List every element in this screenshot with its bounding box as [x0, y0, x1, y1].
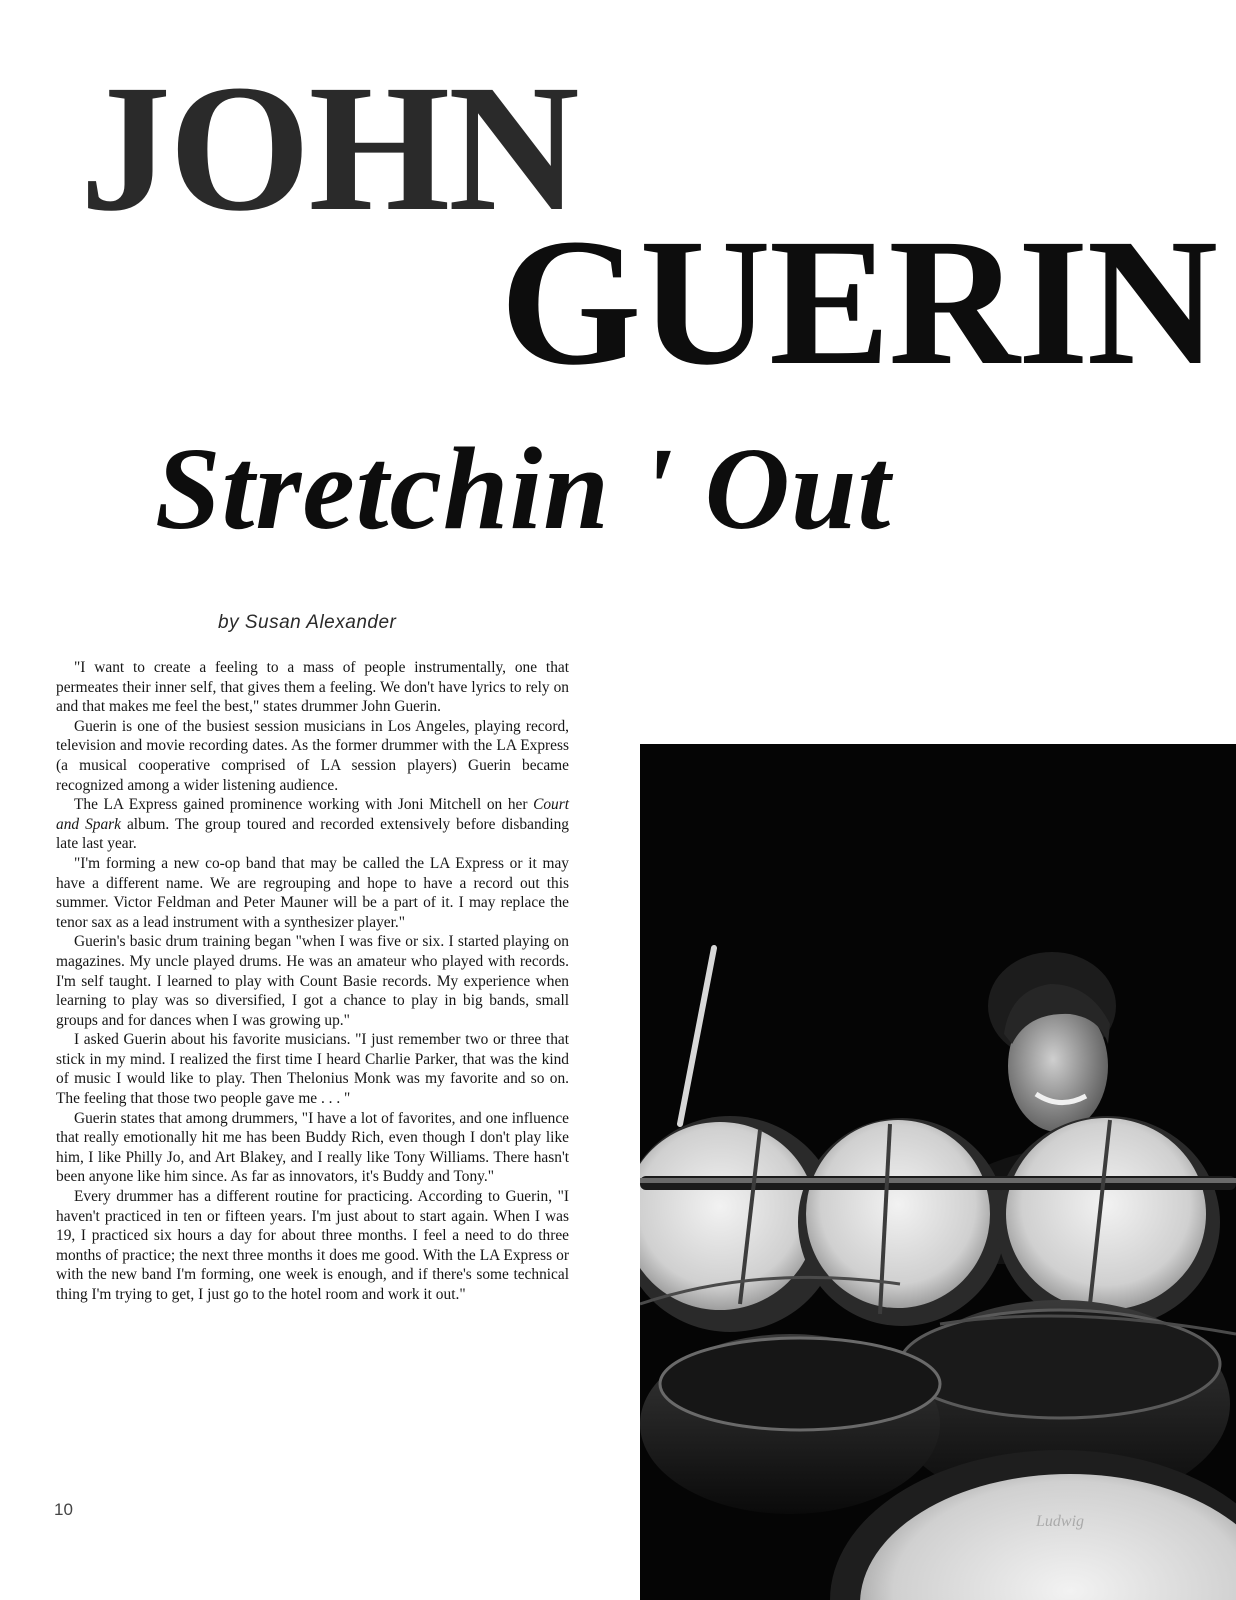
- paragraph: I asked Guerin about his favorite musicians. "I just remember two or three that stick in my mind. I realized the first time I heard Charlie Parker, that was the kind of music I would like to play. Then Thelonius Monk was my favorite and so on. The feeling that those two people gave me . . . ": [56, 1031, 569, 1108]
- paragraph-text: Guerin is one of the busiest session musicians in Los Angeles, playing record, television and movie recording dates. As the former drummer with the LA Express (a musical cooperative comprised of LA session players) Guerin became recognized among a wider listening audience.: [56, 717, 569, 794]
- article-body: [56, 658, 569, 1305]
- paragraph-text: The LA Express gained prominence working with Joni Mitchell on her: [74, 796, 534, 814]
- byline: by Susan Alexander: [218, 612, 397, 633]
- page-number: 10: [54, 1500, 73, 1519]
- tom-center: [798, 1118, 1006, 1326]
- paragraph: [56, 795, 569, 854]
- paragraph: [56, 717, 569, 795]
- paragraph-text: album. The group toured and recorded extensively before disbanding late last year.: [56, 815, 570, 853]
- paragraph: Guerin's basic drum training began "when I was five or six. I started playing on magazines. My uncle played drums. He was an amateur who played with records. I'm self taught. I learned to play with Count Basie records. My experience when learning to play was so diversified, I got a chance to play in big bands, small groups and for dances when I was growing up.": [56, 933, 569, 1029]
- drum-brand-logo: Ludwig: [1036, 1513, 1085, 1530]
- drummer-photo: [640, 744, 1236, 1600]
- paragraph: "I want to create a feeling to a mass of people instrumentally, one that permeates their inner self, that gives them a feeling. We don't have lyrics to rely on and that makes me feel the best," states drummer John Guerin.: [56, 659, 569, 716]
- album-title: Court and Spark: [56, 796, 569, 833]
- paragraph: Every drummer has a different routine for practicing. According to Guerin, "I haven't practiced in ten or fifteen years. I'm just about to start again. When I was 19, I practiced six hours a day for about three months. I feel a need to do three months of practice; the next three months it does me good. With the LA Express or with the new band I'm forming, one week is enough, and if there's some technical thing I'm trying to get, I just go to the hotel room and work it out.": [56, 1188, 569, 1303]
- paragraph: Guerin states that among drummers, "I have a lot of favorites, and one influence that really emotionally hit me has been Buddy Rich, even though I don't play like him, I like Philly Jo, and Art Blakey, and I really like Tony Williams. There hasn't been anyone like him since. As far as innovators, it's Buddy and Tony.": [56, 1109, 569, 1186]
- title-john: JOHN: [80, 48, 578, 249]
- title-guerin: GUERIN: [500, 202, 1217, 403]
- paragraph: "I'm forming a new co-op band that may be called the LA Express or it may have a different name. We are regrouping and hope to have a record out this summer. Victor Feldman and Peter Mauner will be a part of it. I may replace the tenor sax as a lead instrument with a synthesizer player.": [56, 854, 569, 931]
- drummer-photo-illustration: [640, 744, 1236, 1600]
- subtitle: Stretchin ' Out: [155, 423, 892, 554]
